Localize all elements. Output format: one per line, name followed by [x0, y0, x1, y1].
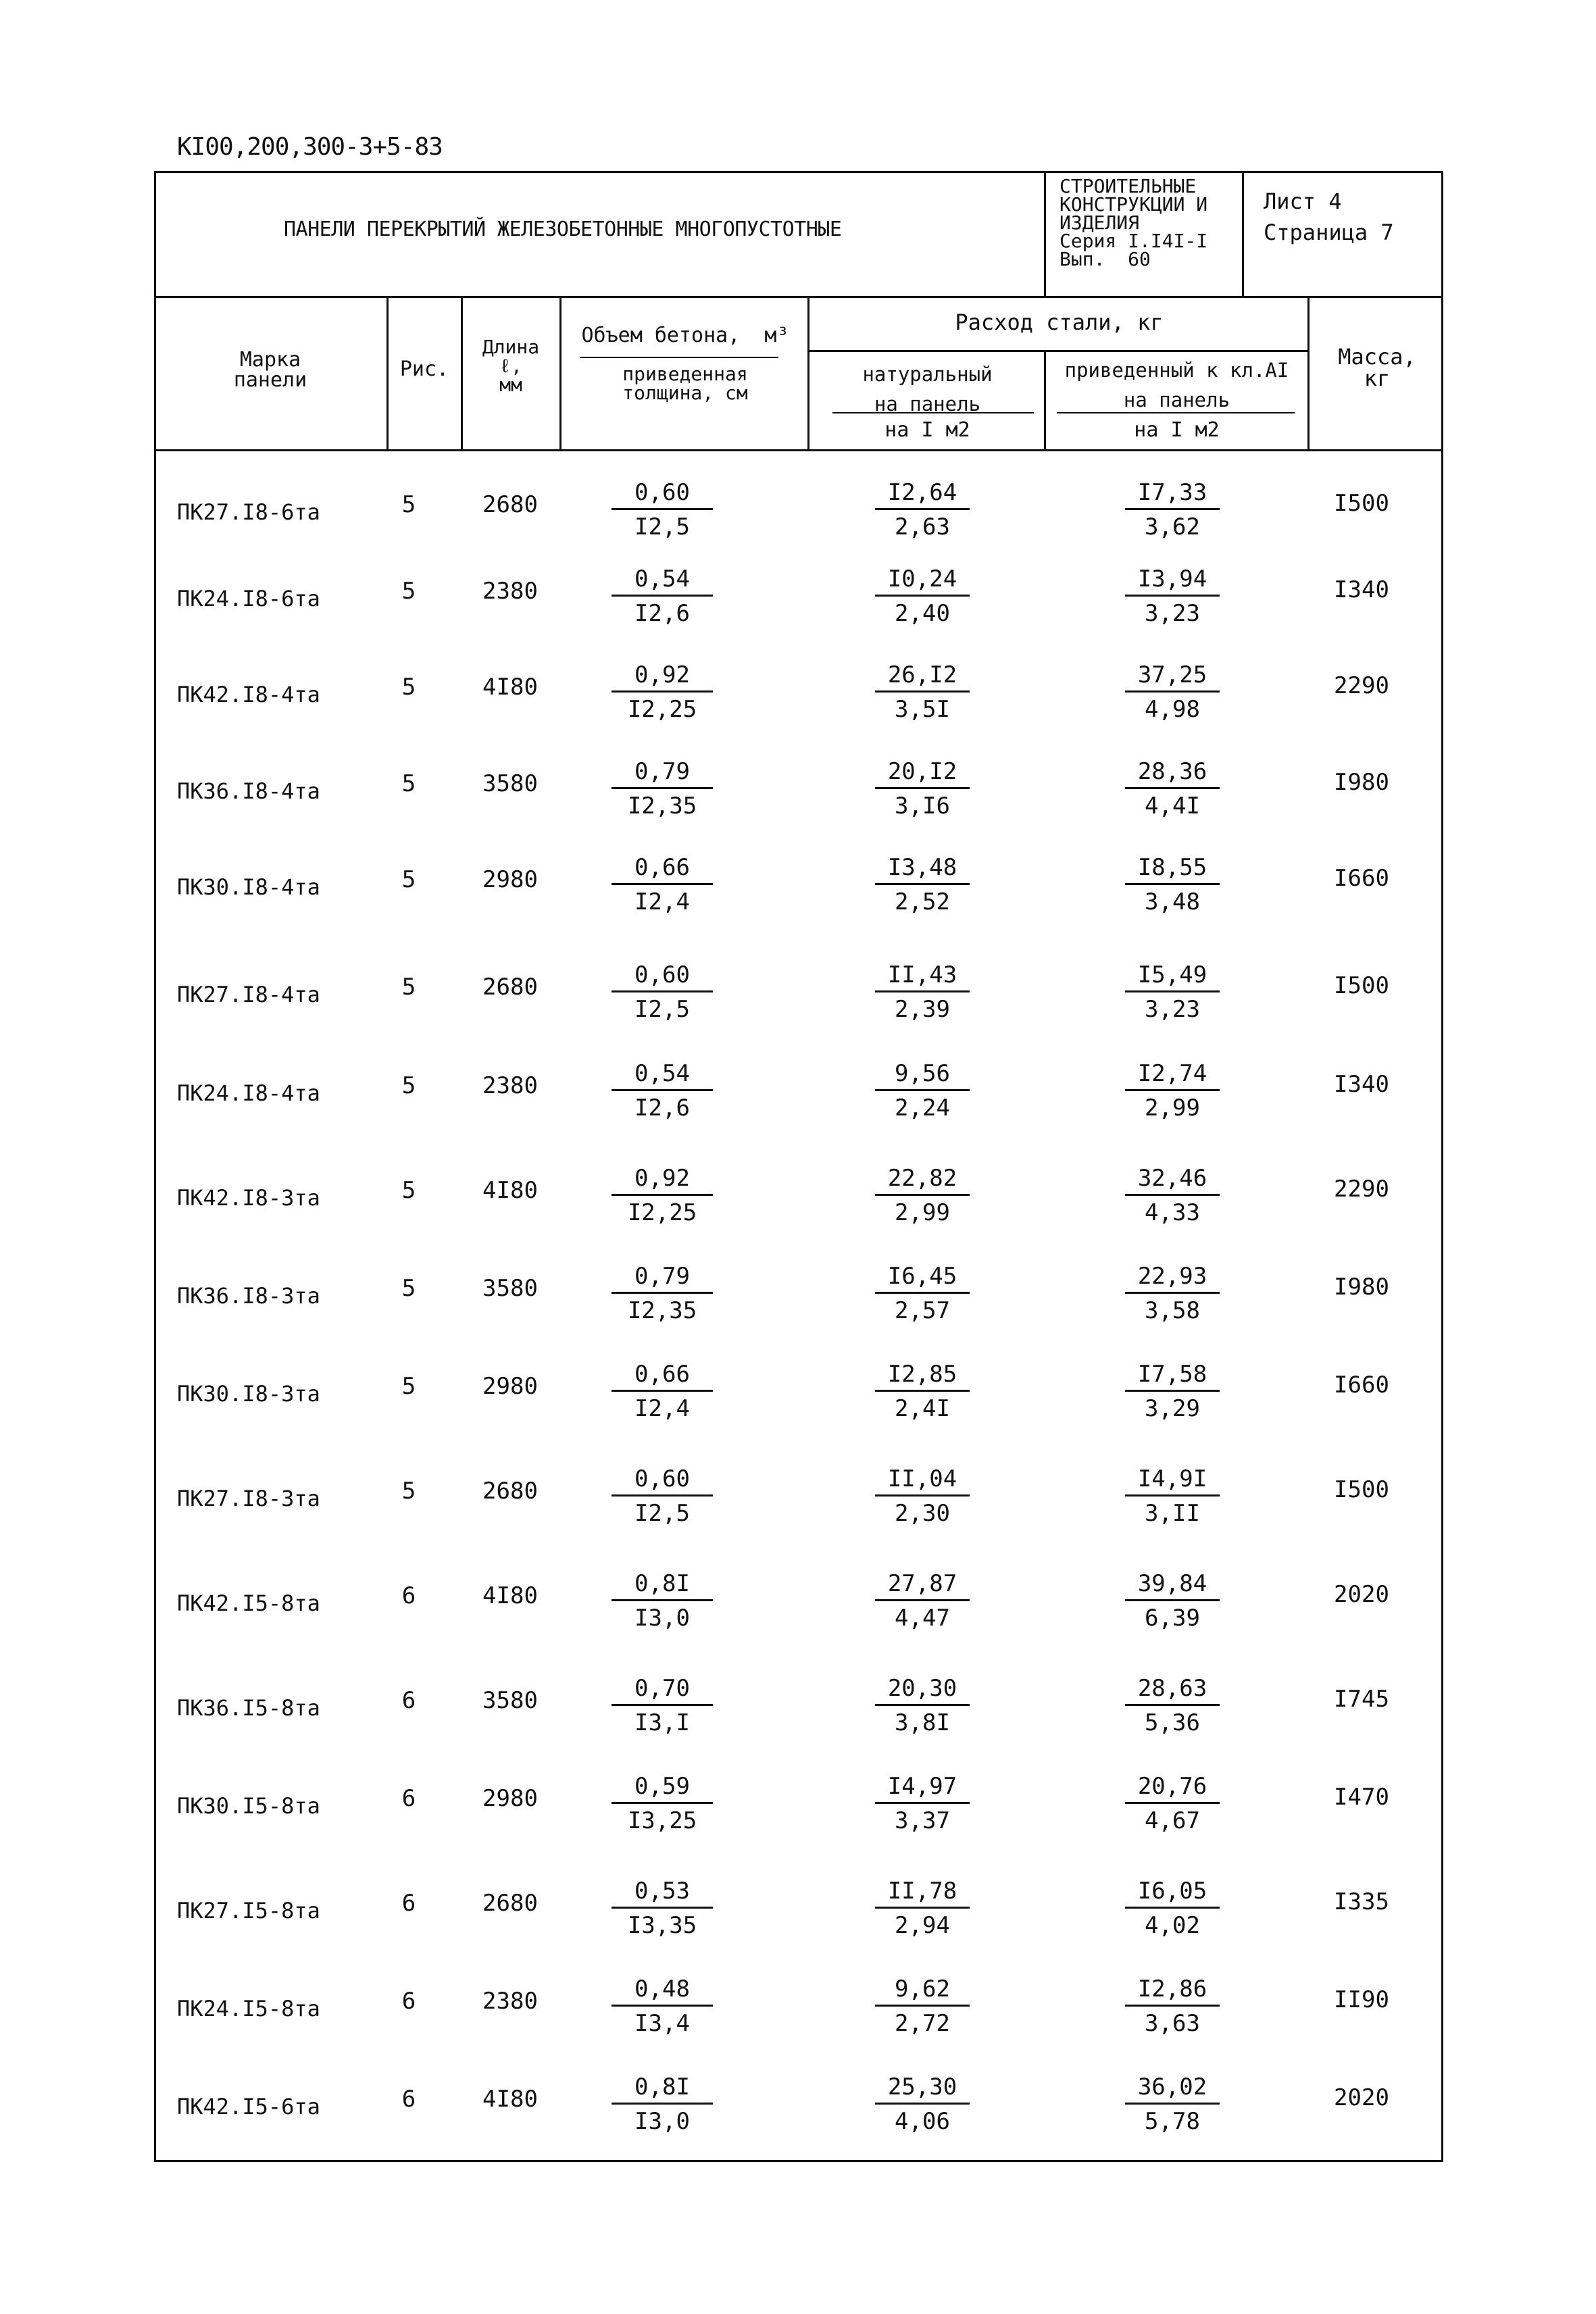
panel-length: 4I80: [482, 2086, 538, 2113]
concrete-volume: [612, 1062, 713, 1120]
steel-natural: [875, 1775, 970, 1832]
steel-natural-denominator: 2,57: [875, 1292, 970, 1322]
panel-length: 2980: [482, 1785, 538, 1812]
panel-mark: ПК27.I8-6та: [177, 499, 320, 525]
panel-mark: ПК27.I8-4та: [177, 982, 320, 1007]
panel-mass: II90: [1334, 1986, 1389, 2013]
steel-reduced: [1125, 963, 1220, 1021]
panel-length: 2680: [482, 1478, 538, 1505]
figure-number: 6: [401, 1687, 416, 1714]
concrete-volume-denominator: I2,6: [612, 1089, 713, 1120]
concrete-volume-numerator: 0,60: [634, 961, 690, 988]
concrete-volume: [612, 856, 713, 913]
steel-natural-numerator: 9,62: [895, 1976, 950, 2003]
concrete-volume-numerator: 0,70: [634, 1675, 690, 1702]
steel-reduced-denominator: 5,78: [1125, 2103, 1220, 2133]
panel-length: 2380: [482, 578, 538, 605]
panel-mark: ПК36.I5-8та: [177, 1695, 320, 1721]
concrete-volume-denominator: I3,4: [612, 2005, 713, 2035]
steel-natural-denominator: 4,06: [875, 2103, 970, 2133]
col-header-reduced-m2: на I м2: [1134, 418, 1220, 442]
figure-number: 6: [401, 1890, 416, 1917]
panel-mark: ПК30.I5-8та: [177, 1793, 320, 1819]
panel-length: 2380: [482, 1988, 538, 2015]
steel-natural: [875, 1363, 970, 1420]
figure-number: 5: [401, 1373, 416, 1400]
steel-reduced-numerator: 32,46: [1137, 1165, 1207, 1192]
concrete-volume-numerator: 0,53: [634, 1878, 690, 1905]
panel-mark: ПК42.I5-8та: [177, 1590, 320, 1616]
steel-reduced-numerator: 28,63: [1137, 1675, 1207, 1702]
panel-mass: I745: [1334, 1686, 1389, 1713]
concrete-volume-numerator: 0,8I: [634, 1570, 690, 1597]
concrete-volume-numerator: 0,48: [634, 1976, 690, 2003]
concrete-volume: [612, 663, 713, 721]
steel-reduced-denominator: 3,48: [1125, 883, 1220, 913]
concrete-volume-numerator: 0,54: [634, 565, 690, 593]
concrete-volume-denominator: I2,5: [612, 508, 713, 538]
steel-natural-numerator: 20,30: [887, 1675, 957, 1702]
divider: [1307, 296, 1310, 451]
steel-reduced: [1125, 565, 1220, 627]
panel-length: 2980: [482, 866, 538, 893]
steel-natural-denominator: 3,5I: [875, 690, 970, 721]
concrete-volume-denominator: I2,4: [612, 1390, 713, 1420]
steel-reduced-numerator: 39,84: [1137, 1570, 1207, 1597]
panel-mass: I980: [1334, 769, 1389, 796]
steel-natural-denominator: 2,72: [875, 2005, 970, 2035]
figure-number: 6: [401, 1785, 416, 1812]
concrete-volume-denominator: I2,25: [612, 690, 713, 721]
divider: [386, 296, 389, 451]
steel-natural: [875, 663, 970, 721]
concrete-volume-denominator: I3,0: [612, 2103, 713, 2133]
steel-natural-numerator: I2,85: [887, 1361, 957, 1388]
steel-reduced-numerator: I7,58: [1137, 1361, 1207, 1388]
concrete-volume-numerator: 0,60: [634, 1465, 690, 1492]
steel-natural: [875, 760, 970, 818]
divider: [809, 350, 1309, 352]
document-code: КI00,200,300-3+5-83: [177, 133, 443, 161]
concrete-volume-denominator: I3,35: [612, 1907, 713, 1937]
figure-number: 5: [401, 770, 416, 797]
panel-mass: I980: [1334, 1274, 1389, 1301]
steel-reduced-denominator: 4,02: [1125, 1907, 1220, 1937]
steel-natural: [875, 1062, 970, 1120]
panel-mass: I335: [1334, 1888, 1389, 1915]
divider: [1044, 171, 1046, 297]
steel-reduced-numerator: I2,86: [1137, 1976, 1207, 2003]
steel-natural-numerator: I3,48: [887, 854, 957, 881]
panel-mark: ПК30.I8-3та: [177, 1381, 320, 1407]
steel-reduced-numerator: 37,25: [1137, 661, 1207, 688]
divider: [807, 296, 809, 451]
concrete-volume-numerator: 0,60: [634, 479, 690, 506]
col-header-mass: Масса, кг: [1338, 344, 1416, 391]
steel-natural: [875, 1265, 970, 1322]
steel-reduced-denominator: 4,33: [1125, 1194, 1220, 1224]
col-header-volume: Объем бетона, м³: [581, 324, 789, 347]
steel-reduced: [1125, 760, 1220, 818]
figure-number: 5: [401, 1177, 416, 1204]
steel-natural: [875, 1467, 970, 1525]
steel-natural-numerator: 22,82: [887, 1165, 957, 1192]
panel-length: 4I80: [482, 1177, 538, 1204]
steel-natural-denominator: 2,4I: [875, 1390, 970, 1420]
panel-mark: ПК24.I8-4та: [177, 1080, 320, 1106]
col-header-length: Длина ℓ, мм: [482, 336, 540, 396]
steel-natural: [875, 481, 970, 538]
steel-natural-denominator: 4,47: [875, 1599, 970, 1630]
panel-mark: ПК42.I8-4та: [177, 682, 320, 707]
concrete-volume-denominator: I2,25: [612, 1194, 713, 1224]
steel-natural-numerator: 27,87: [887, 1570, 957, 1597]
concrete-volume-numerator: 0,66: [634, 854, 690, 881]
panel-length: 3580: [482, 1687, 538, 1714]
panel-length: 2380: [482, 1072, 538, 1099]
panel-mass: I500: [1334, 972, 1389, 999]
panel-length: 3580: [482, 770, 538, 797]
figure-number: 5: [401, 866, 416, 893]
steel-reduced-numerator: 20,76: [1137, 1773, 1207, 1800]
figure-number: 5: [401, 1275, 416, 1302]
panel-mark: ПК24.I8-6та: [177, 586, 320, 611]
figure-number: 5: [401, 674, 416, 701]
panel-mass: I500: [1334, 490, 1389, 517]
panel-mass: 2290: [1334, 672, 1389, 699]
divider: [580, 357, 778, 358]
panel-mark: ПК42.I5-6та: [177, 2094, 320, 2119]
concrete-volume-denominator: I2,35: [612, 1292, 713, 1322]
col-header-reduced: приведенный к кл.АI на панель: [1064, 359, 1289, 411]
concrete-volume-denominator: I3,25: [612, 1802, 713, 1832]
panel-length: 2980: [482, 1373, 538, 1400]
concrete-volume: [612, 1363, 713, 1420]
panel-length: 4I80: [482, 1582, 538, 1609]
concrete-volume-denominator: I3,I: [612, 1704, 713, 1734]
figure-number: 5: [401, 1072, 416, 1099]
panel-mass: 2290: [1334, 1176, 1389, 1203]
steel-reduced-denominator: 6,39: [1125, 1599, 1220, 1630]
figure-number: 5: [401, 491, 416, 518]
steel-natural-numerator: 20,I2: [887, 758, 957, 785]
steel-reduced-numerator: 28,36: [1137, 758, 1207, 785]
panel-length: 2680: [482, 1890, 538, 1917]
concrete-volume-numerator: 0,66: [634, 1361, 690, 1388]
concrete-volume: [612, 760, 713, 818]
series-block: СТРОИТЕЛЬНЫЕ КОНСТРУКЦИИ И ИЗДЕЛИЯ Серия I.I4I-I Вып. 60: [1059, 175, 1208, 270]
steel-natural: [875, 1978, 970, 2035]
col-header-mark: Марка панели: [233, 348, 307, 392]
steel-reduced-numerator: I3,94: [1137, 565, 1207, 593]
divider: [154, 449, 1443, 451]
steel-natural: [875, 565, 970, 627]
panel-mark: ПК24.I5-8та: [177, 1996, 320, 2021]
concrete-volume: [612, 481, 713, 538]
steel-natural: [875, 1880, 970, 1937]
panel-mass: I660: [1334, 865, 1389, 892]
steel-natural-denominator: 2,99: [875, 1194, 970, 1224]
steel-natural-denominator: 3,8I: [875, 1704, 970, 1734]
steel-natural: [875, 963, 970, 1021]
figure-number: 6: [401, 1988, 416, 2015]
steel-reduced-denominator: 3,29: [1125, 1390, 1220, 1420]
sheet-block: Лист 4 Страница 7: [1264, 188, 1394, 245]
steel-reduced-numerator: I5,49: [1137, 961, 1207, 988]
figure-number: 6: [401, 2086, 416, 2113]
panel-mark: ПК27.I5-8та: [177, 1898, 320, 1923]
steel-natural-denominator: 2,40: [875, 595, 970, 625]
concrete-volume-numerator: 0,92: [634, 1165, 690, 1192]
steel-reduced: [1125, 1363, 1220, 1420]
steel-reduced-denominator: 3,63: [1125, 2005, 1220, 2035]
steel-reduced-numerator: I6,05: [1137, 1878, 1207, 1905]
concrete-volume-numerator: 0,79: [634, 758, 690, 785]
steel-reduced: [1125, 1467, 1220, 1525]
col-header-natural: натуральный на панель: [862, 363, 993, 416]
concrete-volume-denominator: I2,35: [612, 787, 713, 818]
panel-mass: I500: [1334, 1476, 1389, 1503]
panel-length: 2680: [482, 974, 538, 1001]
steel-reduced: [1125, 1572, 1220, 1630]
panel-mark: ПК42.I8-3та: [177, 1185, 320, 1211]
steel-natural: [875, 2073, 970, 2135]
figure-number: 5: [401, 974, 416, 1001]
col-header-natural-m2: на I м2: [884, 418, 970, 442]
steel-reduced-numerator: 22,93: [1137, 1263, 1207, 1290]
document-title: ПАНЕЛИ ПЕРЕКРЫТИЙ ЖЕЛЕЗОБЕТОННЫЕ МНОГОПУСТОТНЫЕ: [284, 218, 842, 241]
panel-mass: I470: [1334, 1784, 1389, 1811]
steel-reduced-denominator: 3,23: [1125, 595, 1220, 625]
steel-reduced-denominator: 3,58: [1125, 1292, 1220, 1322]
concrete-volume: [612, 1467, 713, 1525]
divider: [1242, 171, 1244, 297]
concrete-volume: [612, 1677, 713, 1734]
steel-natural-denominator: 3,37: [875, 1802, 970, 1832]
divider: [461, 296, 463, 451]
steel-reduced-denominator: 5,36: [1125, 1704, 1220, 1734]
steel-reduced: [1125, 1167, 1220, 1224]
steel-natural-denominator: 2,24: [875, 1089, 970, 1120]
panel-length: 4I80: [482, 674, 538, 701]
steel-natural: [875, 1572, 970, 1630]
steel-natural-denominator: 2,94: [875, 1907, 970, 1937]
steel-natural-numerator: I4,97: [887, 1773, 957, 1800]
steel-natural-numerator: I6,45: [887, 1263, 957, 1290]
figure-number: 5: [401, 1478, 416, 1505]
panel-mark: ПК36.I8-3та: [177, 1283, 320, 1309]
concrete-volume-denominator: I2,4: [612, 883, 713, 913]
col-header-steel: Расход стали, кг: [955, 309, 1164, 335]
col-header-thickness: приведенная толщина, см: [622, 363, 748, 404]
concrete-volume: [612, 2073, 713, 2135]
divider: [154, 296, 1443, 298]
panel-mass: I660: [1334, 1372, 1389, 1399]
panel-mass: I340: [1334, 1071, 1389, 1098]
panel-mass: I340: [1334, 576, 1389, 603]
steel-natural-numerator: 9,56: [895, 1060, 950, 1087]
steel-reduced: [1125, 2073, 1220, 2135]
concrete-volume-denominator: I3,0: [612, 1599, 713, 1630]
steel-natural: [875, 1677, 970, 1734]
steel-natural-denominator: 2,52: [875, 883, 970, 913]
panel-length: 3580: [482, 1275, 538, 1302]
steel-reduced: [1125, 481, 1220, 538]
steel-reduced-denominator: 3,II: [1125, 1494, 1220, 1525]
concrete-volume-denominator: I2,5: [612, 990, 713, 1021]
steel-reduced-denominator: 4,4I: [1125, 787, 1220, 818]
concrete-volume: [612, 1880, 713, 1937]
concrete-volume-denominator: I2,6: [612, 595, 713, 625]
concrete-volume: [612, 1167, 713, 1224]
col-header-fig: Рис.: [399, 357, 449, 381]
panel-mark: ПК36.I8-4та: [177, 778, 320, 804]
figure-number: 6: [401, 1582, 416, 1609]
concrete-volume: [612, 1265, 713, 1322]
steel-reduced-denominator: 4,67: [1125, 1802, 1220, 1832]
steel-reduced-denominator: 3,62: [1125, 508, 1220, 538]
steel-reduced-numerator: 36,02: [1137, 2073, 1207, 2101]
steel-reduced-denominator: 4,98: [1125, 690, 1220, 721]
concrete-volume: [612, 963, 713, 1021]
steel-reduced: [1125, 663, 1220, 721]
concrete-volume: [612, 1572, 713, 1630]
concrete-volume-numerator: 0,79: [634, 1263, 690, 1290]
concrete-volume-denominator: I2,5: [612, 1494, 713, 1525]
concrete-volume-numerator: 0,8I: [634, 2073, 690, 2101]
steel-reduced-denominator: 3,23: [1125, 990, 1220, 1021]
steel-natural-denominator: 3,I6: [875, 787, 970, 818]
steel-natural-numerator: II,04: [887, 1465, 957, 1492]
steel-reduced: [1125, 1265, 1220, 1322]
steel-natural-denominator: 2,39: [875, 990, 970, 1021]
steel-reduced-denominator: 2,99: [1125, 1089, 1220, 1120]
steel-natural-numerator: II,78: [887, 1878, 957, 1905]
steel-natural-numerator: I0,24: [887, 565, 957, 593]
concrete-volume: [612, 1978, 713, 2035]
steel-reduced: [1125, 1677, 1220, 1734]
steel-natural: [875, 856, 970, 913]
steel-reduced: [1125, 1978, 1220, 2035]
steel-reduced-numerator: I2,74: [1137, 1060, 1207, 1087]
concrete-volume-numerator: 0,54: [634, 1060, 690, 1087]
figure-number: 5: [401, 578, 416, 605]
steel-natural-numerator: 25,30: [887, 2073, 957, 2101]
steel-reduced: [1125, 1880, 1220, 1937]
panel-mass: 2020: [1334, 2084, 1389, 2111]
steel-reduced-numerator: I8,55: [1137, 854, 1207, 881]
concrete-volume-numerator: 0,92: [634, 661, 690, 688]
steel-reduced-numerator: I4,9I: [1137, 1465, 1207, 1492]
table-frame: [154, 171, 1443, 2162]
steel-natural: [875, 1167, 970, 1224]
panel-mass: 2020: [1334, 1581, 1389, 1608]
steel-reduced: [1125, 856, 1220, 913]
concrete-volume: [612, 565, 713, 627]
steel-natural-numerator: 26,I2: [887, 661, 957, 688]
divider: [559, 296, 562, 451]
concrete-volume-numerator: 0,59: [634, 1773, 690, 1800]
panel-length: 2680: [482, 491, 538, 518]
concrete-volume: [612, 1775, 713, 1832]
steel-natural-numerator: I2,64: [887, 479, 957, 506]
panel-mark: ПК30.I8-4та: [177, 874, 320, 900]
panel-mark: ПК27.I8-3та: [177, 1486, 320, 1511]
steel-natural-denominator: 2,63: [875, 508, 970, 538]
steel-reduced: [1125, 1062, 1220, 1120]
steel-reduced: [1125, 1775, 1220, 1832]
steel-natural-denominator: 2,30: [875, 1494, 970, 1525]
steel-reduced-numerator: I7,33: [1137, 479, 1207, 506]
steel-natural-numerator: II,43: [887, 961, 957, 988]
